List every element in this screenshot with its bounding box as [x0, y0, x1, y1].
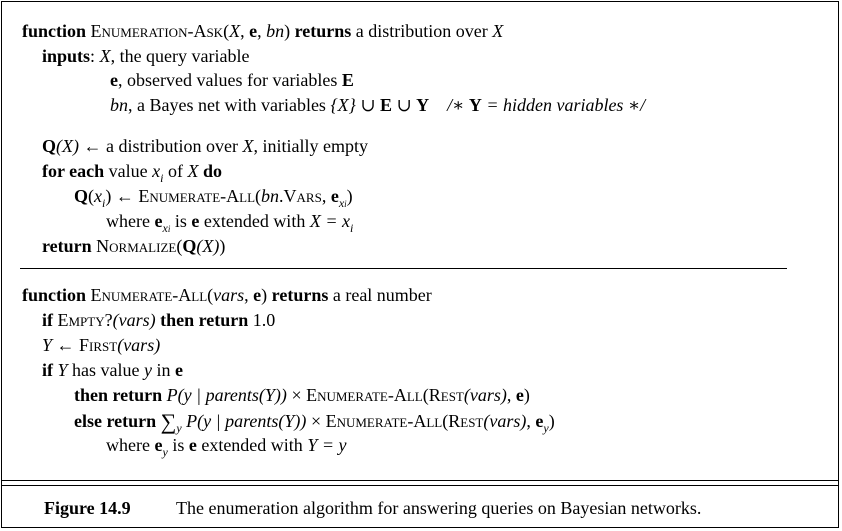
- do-keyword: do: [202, 161, 222, 181]
- q-symbol: Q: [42, 136, 57, 156]
- set-e: E: [379, 95, 392, 115]
- sum-sub: y: [176, 421, 182, 435]
- q-assign-line: [74, 185, 353, 210]
- enumerate-all-call: Enumerate-All: [138, 186, 256, 206]
- normalize-call: Normalize: [96, 236, 177, 256]
- caption-rule-top: [2, 480, 838, 481]
- for-each-keyword: for each: [42, 161, 105, 181]
- function-keyword: function: [22, 21, 87, 41]
- arg-bn: bn: [266, 21, 285, 41]
- y-arrow: ←: [52, 335, 80, 355]
- first-call: First: [79, 335, 118, 355]
- then-return-keyword: then return: [160, 310, 249, 330]
- returns-desc: a distribution over: [355, 21, 488, 41]
- call-e: e: [515, 385, 524, 405]
- arg-comma: ,: [240, 21, 250, 41]
- call-open: (: [442, 411, 449, 431]
- e-var: e: [175, 360, 184, 380]
- args-close: ): [261, 285, 268, 305]
- init-q-line: [42, 135, 368, 157]
- where-word: where: [106, 211, 150, 231]
- arg-x: X: [229, 21, 241, 41]
- caption-rule-bottom: [2, 485, 838, 486]
- call-e: e: [535, 411, 544, 431]
- union: ∪: [391, 95, 417, 115]
- for-x: x: [152, 161, 161, 181]
- comment-y: Y: [468, 95, 482, 115]
- return-normalize-line: [42, 235, 225, 257]
- normalize-open: (: [176, 236, 183, 256]
- call-e-sub: y: [543, 421, 549, 435]
- in-word: in: [156, 360, 171, 380]
- for-value: value: [108, 161, 148, 181]
- args-open: (: [223, 21, 230, 41]
- inputs-line: [42, 45, 250, 67]
- y-var: Y: [42, 335, 53, 355]
- args-close: ): [284, 21, 291, 41]
- for-of: of: [167, 161, 183, 181]
- caption-text: The enumeration algorithm for answering queries on Bayesian networks.: [176, 498, 702, 518]
- rest-arg: (vars): [483, 411, 527, 431]
- enum-all-signature-line: [22, 284, 432, 306]
- args-open: (: [207, 285, 214, 305]
- q2-close: ): [105, 186, 112, 206]
- call-close: ): [346, 186, 353, 206]
- return-value: 1.0: [252, 310, 276, 330]
- union: ∪: [355, 95, 380, 115]
- then-return-keyword: then return: [74, 385, 163, 405]
- rest-call: Rest: [448, 411, 484, 431]
- prob-expr: P(y | parents(Y)): [166, 385, 287, 405]
- where-eq-sub: i: [349, 221, 354, 235]
- where-e: e: [154, 435, 163, 455]
- q-rest: , initially empty: [253, 136, 368, 156]
- function-keyword: function: [22, 285, 87, 305]
- assign-y-line: [42, 334, 160, 356]
- input-bn-desc: , a Bayes net with variables: [128, 95, 326, 115]
- times: ×: [286, 385, 307, 405]
- input-e-desc: , observed values for variables: [118, 70, 338, 90]
- q-assign: ← a distribution over: [79, 136, 238, 156]
- q2-symbol: Q: [74, 186, 89, 206]
- input-x-desc: , the query variable: [110, 46, 250, 66]
- call-comma: ,: [321, 186, 331, 206]
- input-e-var: e: [110, 70, 118, 90]
- where-is: is: [174, 211, 187, 231]
- rest-arg: (vars): [463, 385, 507, 405]
- normalize-close: ): [219, 236, 226, 256]
- call-e: e: [330, 186, 339, 206]
- function-name: Enumeration-Ask: [90, 21, 224, 41]
- arg-comma: ,: [244, 285, 254, 305]
- returns-var: X: [492, 21, 504, 41]
- arg-vars: vars: [213, 285, 245, 305]
- else-return-line: [74, 409, 555, 435]
- y-var: Y: [57, 360, 68, 380]
- where-line-1: [106, 210, 354, 235]
- returns-keyword: returns: [271, 285, 329, 305]
- call-open: (: [422, 385, 429, 405]
- return-keyword: return: [42, 236, 92, 256]
- enumerate-all-call: Enumerate-All: [325, 411, 443, 431]
- first-arg: (vars): [117, 335, 161, 355]
- call-vars: .Vars: [279, 186, 322, 206]
- empty-arg: (vars): [112, 310, 156, 330]
- figure-label: Figure 14.9: [44, 498, 131, 518]
- where-e2: e: [191, 211, 200, 231]
- normalize-q: Q: [182, 236, 197, 256]
- call-close: ): [523, 385, 530, 405]
- empty-call: Empty?: [57, 310, 113, 330]
- q2-arrow: ←: [111, 186, 139, 206]
- where-e-sub: y: [162, 445, 168, 459]
- inputs-e-line: [110, 69, 354, 91]
- sum-symbol: ∑: [160, 409, 177, 434]
- set-y: Y: [416, 95, 430, 115]
- where-e-sub: xi: [162, 221, 171, 235]
- function-name: Enumerate-All: [90, 285, 208, 305]
- times: ×: [306, 411, 326, 431]
- input-e-set: E: [341, 70, 354, 90]
- call-close: ): [548, 411, 555, 431]
- q2-x-sub: i: [102, 196, 106, 210]
- comment-open: /∗: [447, 95, 469, 115]
- inputs-keyword: inputs: [42, 46, 91, 66]
- figure-caption: [44, 496, 701, 520]
- for-each-line: [42, 160, 222, 185]
- where-rest: extended with: [201, 435, 303, 455]
- prob-expr: P(y | parents(Y)): [186, 411, 307, 431]
- if-y-line: [42, 359, 183, 381]
- call-comma: ,: [506, 385, 516, 405]
- call-comma: ,: [526, 411, 536, 431]
- where-line-2: [106, 434, 347, 459]
- enumerate-all-call: Enumerate-All: [306, 385, 423, 405]
- y-value: y: [144, 360, 152, 380]
- q-arg: (X): [56, 136, 79, 156]
- arg-e: e: [253, 285, 262, 305]
- inputs-colon: :: [90, 46, 96, 66]
- q-x: X: [242, 136, 254, 156]
- if-keyword: if: [42, 310, 53, 330]
- q2-open: (: [88, 186, 95, 206]
- where-word: where: [106, 435, 150, 455]
- set-x: {X}: [330, 95, 356, 115]
- input-bn-var: bn: [110, 95, 128, 115]
- ask-signature-line: [22, 20, 503, 42]
- call-e-sub: xi: [338, 196, 347, 210]
- if-empty-line: [42, 309, 275, 331]
- input-x-var: X: [99, 46, 111, 66]
- arg-comma: ,: [257, 21, 267, 41]
- comment-text: = hidden variables ∗/: [481, 95, 646, 115]
- if-keyword: if: [42, 360, 53, 380]
- where-rest: extended with: [203, 211, 306, 231]
- arg-e: e: [249, 21, 258, 41]
- where-eq: X = x: [309, 211, 350, 231]
- returns-keyword: returns: [294, 21, 352, 41]
- inputs-bn-line: [110, 94, 645, 116]
- where-e2: e: [188, 435, 197, 455]
- where-eq: Y = y: [307, 435, 347, 455]
- for-X: X: [187, 161, 199, 181]
- where-e: e: [154, 211, 163, 231]
- q2-x: x: [94, 186, 103, 206]
- call-bn: bn: [261, 186, 280, 206]
- then-return-line: [74, 384, 530, 406]
- where-is: is: [172, 435, 185, 455]
- else-return-keyword: else return: [74, 411, 157, 431]
- for-x-sub: i: [160, 171, 164, 185]
- call-open: (: [255, 186, 262, 206]
- section-divider: [20, 268, 787, 269]
- returns-desc: a real number: [332, 285, 432, 305]
- rest-call: Rest: [428, 385, 464, 405]
- normalize-arg: (X): [196, 236, 220, 256]
- has-value: has value: [72, 360, 140, 380]
